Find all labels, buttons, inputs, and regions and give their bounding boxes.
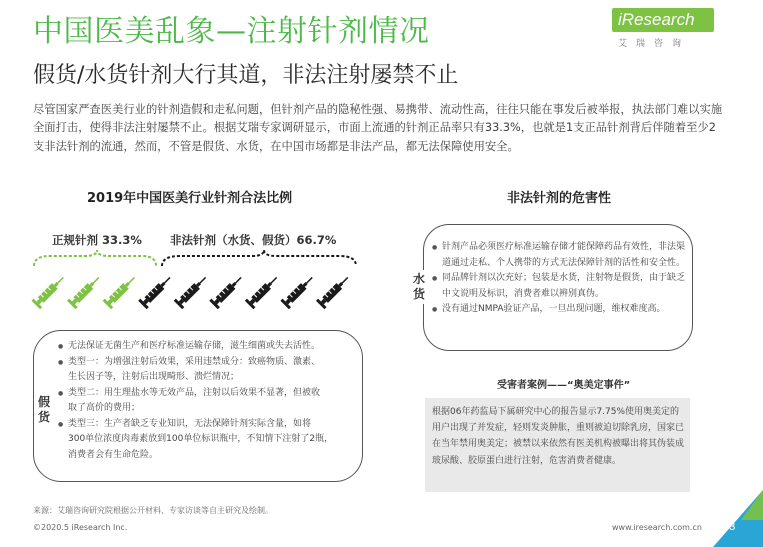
- page-title: 中国医美乱象—注射针剂情况: [33, 14, 430, 49]
- logo-brand: iResearch: [618, 10, 695, 29]
- page-subtitle: 假货/水货针剂大行其道，非法注射屡禁不止: [33, 63, 459, 88]
- illegal-syringe-icon: [316, 273, 350, 309]
- water-item: ● 同品牌针剂以次充好；包装是水货，注射物是假货，由于缺乏中文说明及标识，消费者难以辨别真伪。: [432, 271, 688, 302]
- logo-cn-text: 艾瑞咨询: [618, 39, 691, 49]
- water-item: ● 没有通过NMPA验证产品，一旦出现问题，维权难度高。: [432, 302, 688, 318]
- right-section-title: 非法针剂的危害性: [507, 191, 612, 206]
- fake-item: 消费者会有生命危险。: [68, 449, 159, 460]
- left-section-title: 2019年中国医美行业针剂合法比例: [87, 191, 293, 206]
- fake-item: 生长因子等，注射后出现畸形、溃烂情况；: [68, 372, 240, 382]
- legal-syringe-icon: [67, 273, 103, 309]
- fake-item: 300单位浓度肉毒素放到100单位标识瓶中，不知情下注射了2瓶，: [68, 434, 334, 444]
- legal-ratio-label: 正规针剂 33.3%: [52, 233, 142, 247]
- illegal-syringe-icon: [138, 273, 174, 309]
- illegal-syringe-icon: [245, 273, 281, 309]
- illegal-brace: [162, 250, 356, 266]
- intro-paragraph: 尽管国家严查医美行业的针剂造假和走私问题，但针剂产品的隐秘性强、易携带、流动性高，往往只能在事发后被举报，执法部门难以实施全面打击，使得非法注射屡禁不止。根据艾瑞专家调研显示，市面上流通的针剂正品率只有33.3%，也就是1支正品针剂背后伴随着至少2支非法针剂的流通，然而，不管是假货、水货，在中国市场都是非法产品，都无法保障使用安全。: [33, 103, 723, 153]
- website: www.iresearch.com.cn: [612, 523, 702, 532]
- case-title: 受害者案例——“奥美定事件”: [497, 380, 631, 391]
- legal-syringe-icon: [103, 273, 139, 309]
- iresearch-logo: [612, 8, 714, 58]
- water-item: ● 针剂产品必须医疗标准运输存储才能保障药品有效性，非法渠道通过走私、个人携带的方式无法保障针剂的活性和安全性。: [432, 240, 688, 271]
- fake-item: ● 类型一：为增强注射后效果，采用违禁成分：致癌物质、激素、: [58, 355, 358, 371]
- corner-decoration: [713, 490, 763, 547]
- illegal-syringe-icon: [280, 273, 316, 309]
- fake-goods-list: [58, 339, 358, 463]
- syringe-pictogram: [30, 268, 350, 318]
- illegal-syringe-icon: [209, 273, 245, 309]
- legal-brace: [34, 250, 156, 266]
- illegal-ratio-label: 非法针剂（水货、假货）66.7%: [170, 233, 337, 247]
- water-goods-label: 水货: [413, 270, 427, 304]
- source-note: 来源：艾瑞咨询研究院根据公开材料、专家访谈等自主研究及绘制。: [33, 506, 273, 515]
- water-goods-list: [432, 240, 688, 318]
- fake-goods-label: 假货: [38, 395, 51, 424]
- page-number: 33: [723, 521, 736, 533]
- fake-item: ● 类型三：生产者缺乏专业知识，无法保障针剂实际含量，如将: [58, 417, 358, 433]
- case-text: 根据06年药监局下属研究中心的报告显示7.75%使用奥美定的用户出现了并发症，轻则发炎肿胀，重则被迫切除乳房，国家已在当年禁用奥美定；被禁以来依然有医美机构被曝出将其伪装成玻尿酸、胶原蛋白进行注射，危害消费者健康。: [432, 407, 685, 466]
- fake-item: 取了高价的费用；: [68, 403, 141, 413]
- fake-item: ● 无法保证无菌生产和医疗标准运输存储，滋生细菌或失去活性。: [58, 339, 358, 355]
- illegal-syringe-icon: [174, 273, 210, 309]
- legal-syringe-icon: [32, 273, 68, 309]
- ratio-braces: [30, 250, 360, 270]
- fake-item: ● 类型二：用生理盐水等无效产品，注射以后效果不显著，但被收: [58, 386, 358, 402]
- copyright: ©2020.5 iResearch Inc.: [33, 523, 128, 532]
